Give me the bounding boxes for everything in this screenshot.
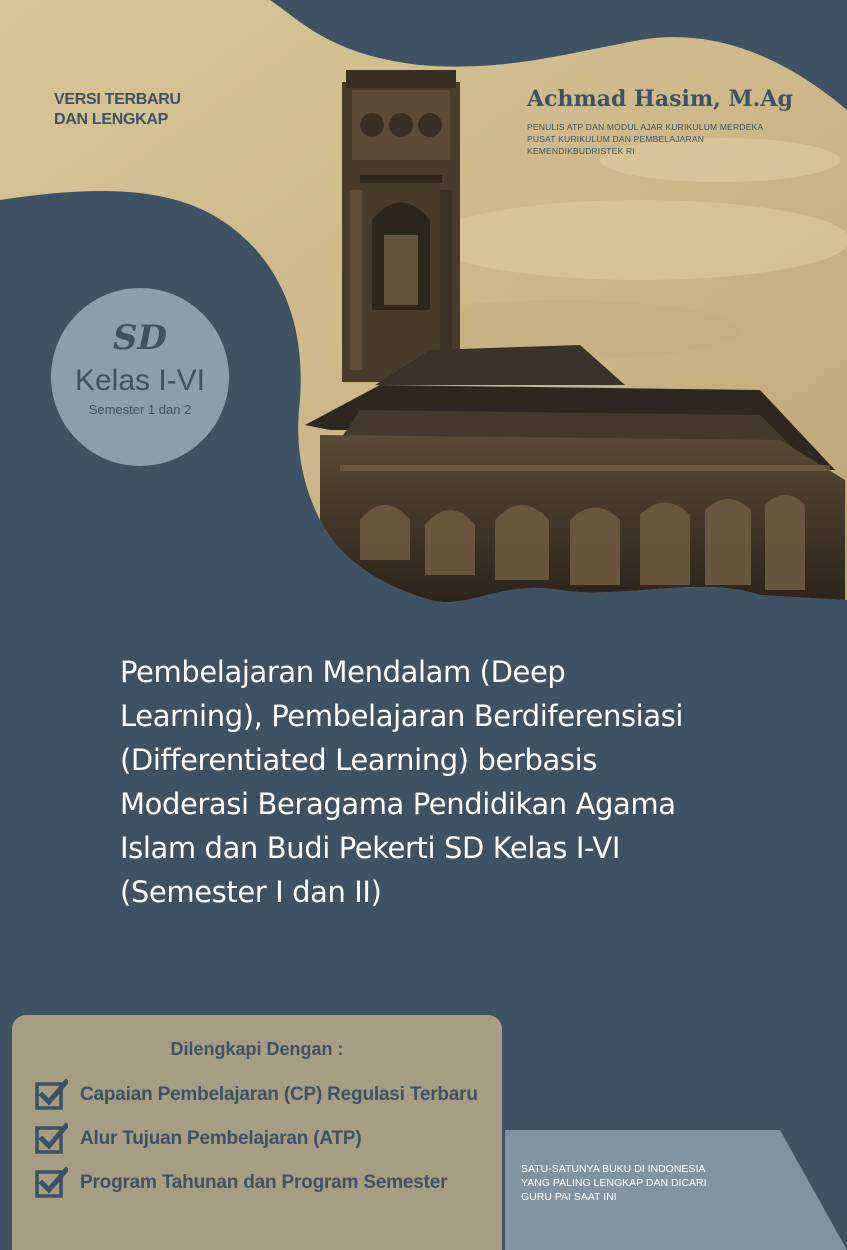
title-line: (Differentiated Learning) berbasis [120, 743, 597, 777]
feature-label: Alur Tujuan Pembelajaran (ATP) [80, 1128, 362, 1149]
level-circle [51, 288, 229, 466]
tagline-line: YANG PALING LENGKAP DAN DICARI [521, 1177, 707, 1189]
tagline-line: SATU-SATUNYA BUKU DI INDONESIA [521, 1163, 706, 1175]
feature-item [34, 1078, 478, 1112]
title-line: (Semester I dan II) [120, 875, 382, 909]
edition-line-2: DAN LENGKAP [54, 111, 169, 128]
author-role-line: PUSAT KURIKULUM DAN PEMBELAJARAN [527, 134, 705, 144]
minaret [342, 70, 460, 382]
title-line: Learning), Pembelajaran Berdiferensiasi [120, 699, 684, 733]
book-title [120, 650, 780, 914]
checkbox-checked-icon [34, 1078, 68, 1112]
school-level: SD [112, 318, 168, 358]
feature-label: Program Tahunan dan Program Semester [80, 1172, 448, 1193]
feature-label: Capaian Pembelajaran (CP) Regulasi Terbaru [80, 1084, 478, 1105]
author-name: Achmad Hasim, M.Ag [527, 86, 793, 112]
title-line: Islam dan Budi Pekerti SD Kelas I-VI [120, 831, 620, 865]
feature-item [34, 1166, 447, 1200]
edition-line-1: VERSI TERBARU [54, 91, 181, 108]
title-line: Pembelajaran Mendalam (Deep [120, 655, 566, 689]
edition-badge [54, 90, 181, 130]
checkbox-checked-icon [34, 1166, 68, 1200]
author-role-line: PENULIS ATP DAN MODUL AJAR KURIKULUM MERDEKA [527, 122, 764, 132]
class-range: Kelas I-VI [74, 364, 206, 397]
semester-range: Semester 1 dan 2 [88, 402, 192, 417]
features-heading: Dilengkapi Dengan : [170, 1039, 344, 1059]
author-role [527, 121, 763, 157]
title-line: Moderasi Beragama Pendidikan Agama [120, 787, 676, 821]
checkbox-checked-icon [34, 1122, 68, 1156]
feature-item [34, 1122, 362, 1156]
tagline-line: GURU PAI SAAT INI [521, 1191, 617, 1203]
tagline [521, 1162, 707, 1204]
features-box [12, 1015, 502, 1250]
author-role-line: KEMENDIKBUDRISTEK RI [527, 146, 635, 156]
